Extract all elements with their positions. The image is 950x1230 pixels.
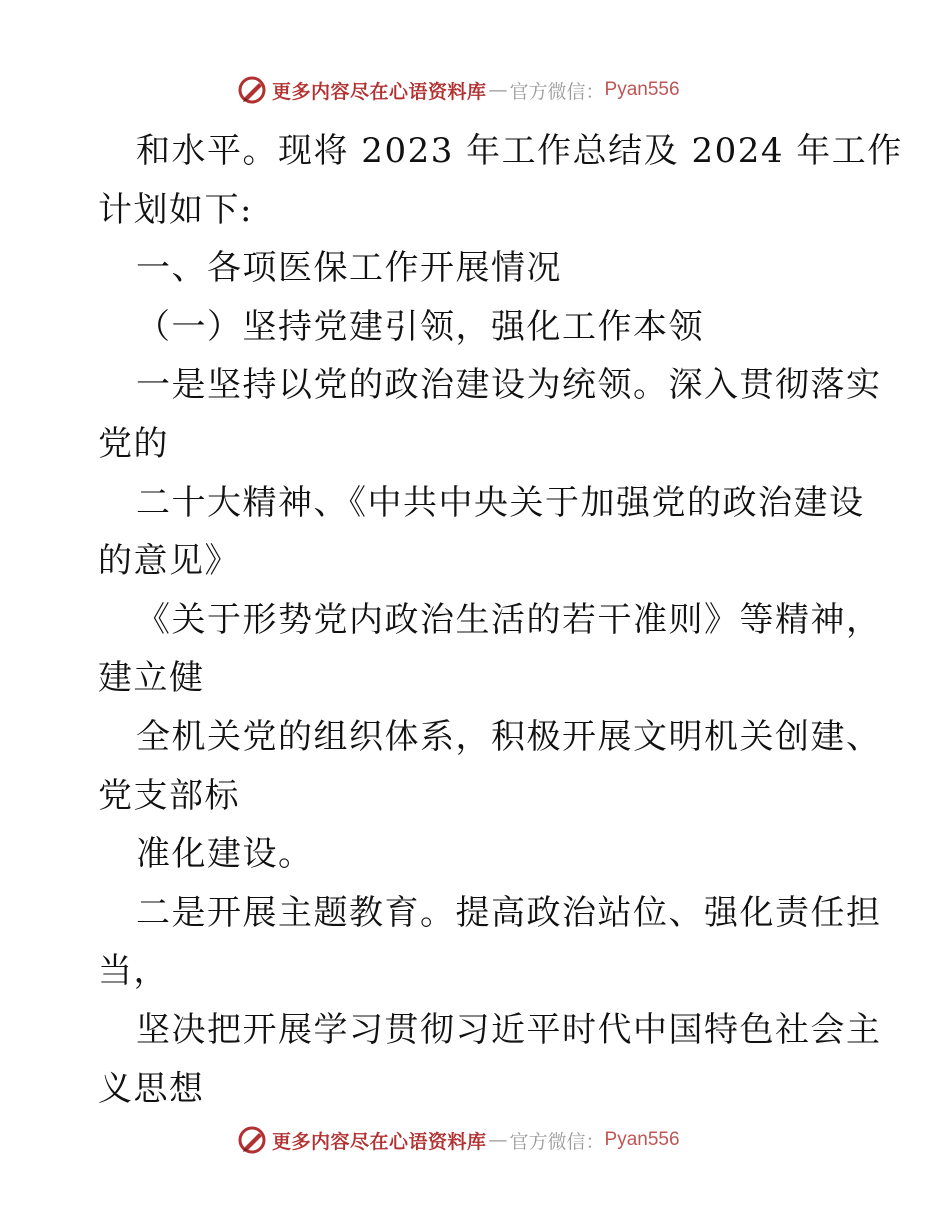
banner-label: 官方微信：	[509, 1130, 605, 1153]
pen-logo-icon	[236, 1124, 268, 1156]
document-body	[98, 122, 903, 1118]
banner-main-text: 更多内容尽在心语资料库	[272, 1130, 487, 1153]
text-line: 一是坚持以党的政治建设为统领。深入贯彻落实	[136, 365, 882, 406]
banner-label: 官方微信：	[509, 80, 605, 103]
text-line: 义思想	[98, 1068, 205, 1109]
text-line: 《关于形势党内政治生活的若干准则》等精神，	[136, 599, 882, 640]
banner-separator: —	[488, 1129, 508, 1151]
banner-separator: —	[488, 79, 508, 101]
text-line: 二是开展主题教育。提高政治站位、强化责任担	[136, 892, 882, 933]
text-line: 坚决把开展学习贯彻习近平时代中国特色社会主	[136, 1009, 882, 1050]
subsection-heading: （一）坚持党建引领，强化工作本领	[136, 306, 704, 347]
section-heading: 一、各项医保工作开展情况	[136, 248, 562, 289]
footer-banner	[236, 1123, 680, 1157]
text-line: 全机关党的组织体系，积极开展文明机关创建、	[136, 716, 882, 757]
text-line: 党支部标	[98, 775, 240, 816]
text-line: 二十大精神、《中共中央关于加强党的政治建设	[136, 482, 865, 523]
text-line: 的意见》	[98, 541, 240, 582]
header-banner	[236, 73, 680, 107]
text-line: 和水平。现将 2023 年工作总结及 2024 年工作	[136, 131, 903, 171]
banner-wechat-id: Pyan556	[604, 79, 680, 100]
text-line: 计划如下:	[98, 189, 253, 230]
text-line: 当，	[98, 951, 169, 992]
text-line: 党的	[98, 423, 169, 464]
banner-wechat-id: Pyan556	[604, 1129, 680, 1150]
banner-main-text: 更多内容尽在心语资料库	[272, 80, 487, 103]
text-line: 准化建设。	[136, 834, 314, 875]
text-line: 建立健	[98, 658, 205, 699]
pen-logo-icon	[236, 74, 268, 106]
